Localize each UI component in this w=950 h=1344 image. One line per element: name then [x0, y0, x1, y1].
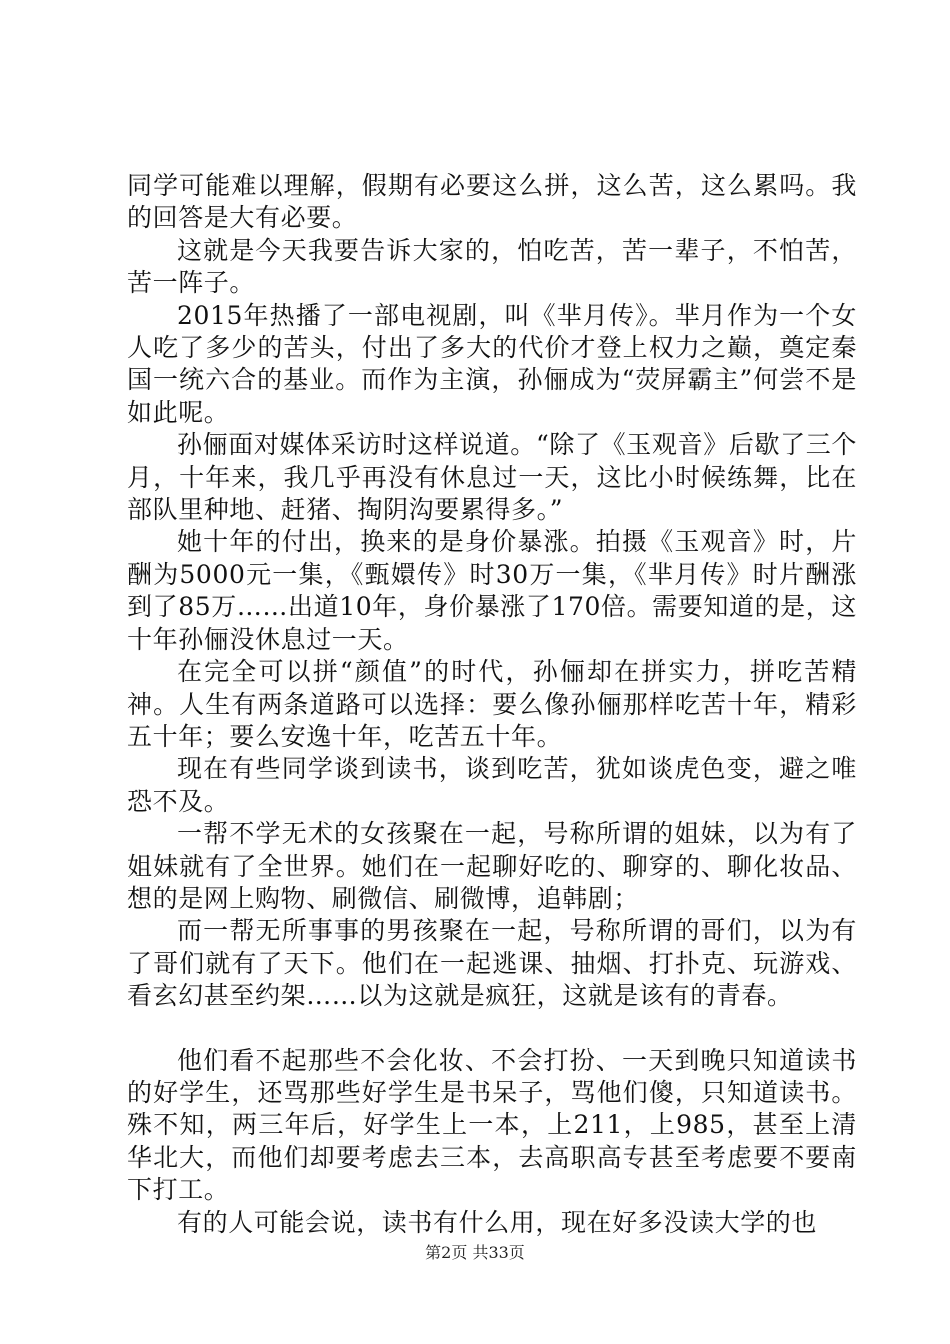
paragraph-8: 一帮不学无术的女孩聚在一起，号称所谓的姐妹，以为有了姐妹就有了全世界。她们在一起聊好吃的、聊穿的、聊化妆品、想的是网上购物、刷微信、刷微博，追韩剧；: [127, 819, 857, 913]
paragraph-7: 现在有些同学谈到读书，谈到吃苦，犹如谈虎色变，避之唯恐不及。: [127, 754, 857, 816]
document-body: [127, 170, 857, 1239]
paragraph-10: 他们看不起那些不会化妆、不会打扮、一天到晚只知道读书的好学生，还骂那些好学生是书呆子，骂他们傻，只知道读书。殊不知，两三年后，好学生上一本，上211，上985，甚至上清华北大，而他们却要考虑去三本，去高职高专甚至考虑要不要南下打工。: [127, 1045, 857, 1205]
paragraph-9: 而一帮无所事事的男孩聚在一起，号称所谓的哥们，以为有了哥们就有了天下。他们在一起逃课、抽烟、打扑克、玩游戏、看玄幻甚至约架……以为这就是疯狂，这就是该有的青春。: [127, 916, 857, 1011]
paragraph-1: 同学可能难以理解，假期有必要这么拼，这么苦，这么累吗。我的回答是大有必要。: [127, 171, 857, 233]
paragraph-11: 有的人可能会说，读书有什么用，现在好多没读大学的也: [177, 1207, 818, 1237]
paragraph-4: 孙俪面对媒体采访时这样说道。“除了《玉观音》后歇了三个月，十年来，我几乎再没有休息过一天，这比小时候练舞，比在部队里种地、赶猪、掏阴沟要累得多。”: [127, 430, 857, 525]
paragraph-2: 这就是今天我要告诉大家的，怕吃苦，苦一辈子，不怕苦，苦一阵子。: [127, 235, 857, 298]
paragraph-5: 她十年的付出，换来的是身价暴涨。拍摄《玉观音》时，片酬为5000元一集，《甄嬛传》时30万一集，《芈月传》时片酬涨到了85万……出道10年，身价暴涨了170倍。需要知道的是，这十年孙俪没休息过一天。: [127, 527, 857, 654]
page-footer: [0, 1240, 950, 1263]
page-number: 第2页 共33页: [425, 1243, 525, 1262]
paragraph-6: 在完全可以拼“颜值”的时代，孙俪却在拼实力，拼吃苦精神。人生有两条道路可以选择：要么像孙俪那样吃苦十年，精彩五十年；要么安逸十年，吃苦五十年。: [127, 657, 857, 751]
paragraph-3: 2015年热播了一部电视剧，叫《芈月传》。芈月作为一个女人吃了多少的苦头，付出了多大的代价才登上权力之巅，奠定秦国一统六合的基业。而作为主演，孙俪成为“荧屏霸主”何尝不是如此呢。: [127, 300, 857, 427]
